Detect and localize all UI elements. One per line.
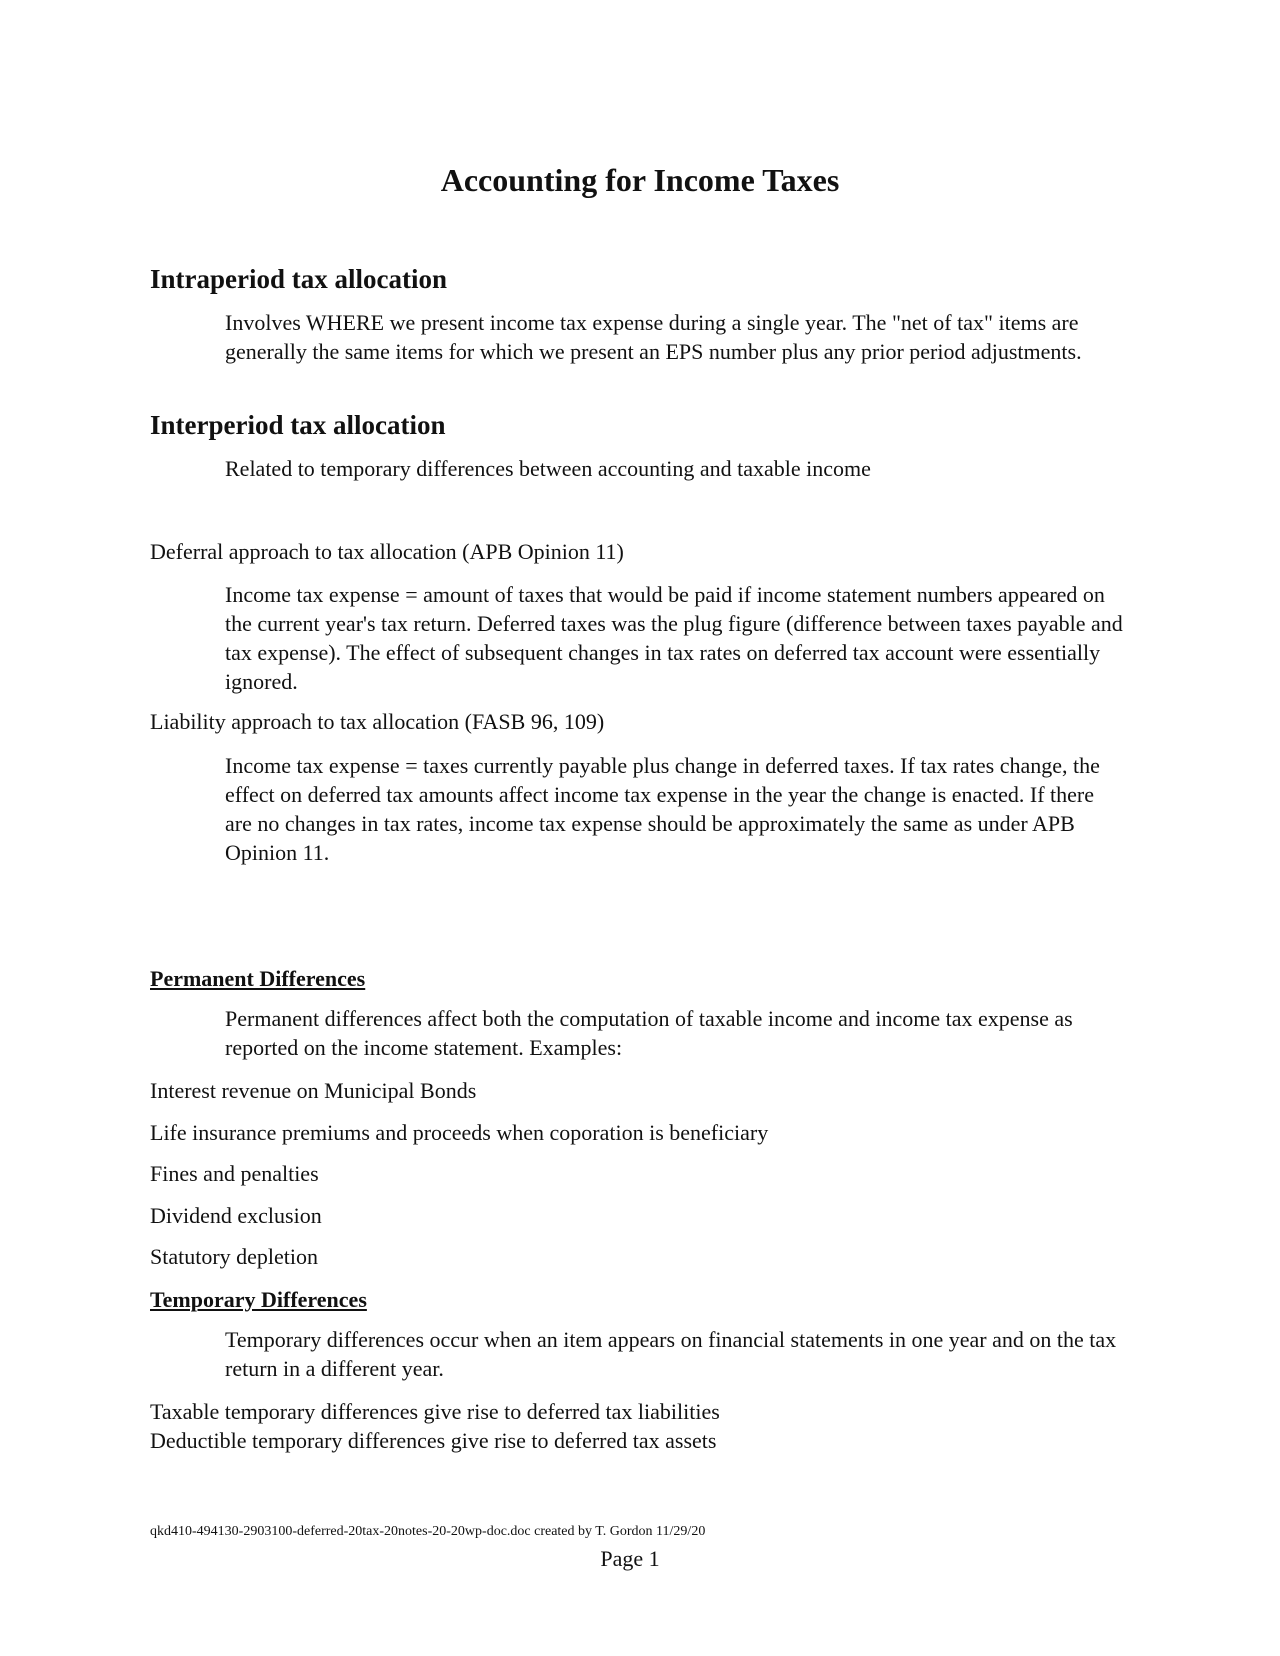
permanent-heading: Permanent Differences — [150, 966, 366, 991]
permanent-example: Statutory depletion — [150, 1244, 319, 1269]
permanent-example: Dividend exclusion — [150, 1203, 322, 1228]
temporary-heading: Temporary Differences — [150, 1287, 367, 1312]
page-number: Page 1 — [600, 1546, 660, 1571]
temporary-line-liabilities: Taxable temporary differences give rise to deferred tax liabilities — [150, 1399, 720, 1424]
deferral-text: Income tax expense = amount of taxes that would be paid if income statement numbers appeared on the current year's tax return. Deferred taxes was the plug figure (difference between taxes payable and tax expense). The effect of subsequent changes in tax rates on deferred tax account were essentially ignored. — [225, 582, 1123, 694]
intraperiod-heading: Intraperiod tax allocation — [150, 264, 447, 294]
liability-heading: Liability approach to tax allocation (FASB 96, 109) — [150, 709, 605, 734]
permanent-example: Interest revenue on Municipal Bonds — [150, 1078, 477, 1103]
permanent-example: Fines and penalties — [150, 1161, 319, 1186]
intraperiod-text: Involves WHERE we present income tax expense during a single year. The "net of tax" items are generally the same items for which we present an EPS number plus any prior period adjustments. — [225, 310, 1082, 364]
temporary-line-assets: Deductible temporary differences give rise to deferred tax assets — [150, 1428, 717, 1453]
temporary-text: Temporary differences occur when an item appears on financial statements in one year and on the tax return in a different year. — [225, 1327, 1117, 1381]
interperiod-heading: Interperiod tax allocation — [150, 410, 446, 440]
document-title: Accounting for Income Taxes — [440, 162, 840, 198]
footer-note: qkd410-494130-2903100-deferred-20tax-20notes-20-20wp-doc.doc created by T. Gordon 11/29/20 — [150, 1524, 706, 1539]
permanent-example: Life insurance premiums and proceeds when coporation is beneficiary — [150, 1120, 769, 1145]
permanent-text: Permanent differences affect both the computation of taxable income and income tax expense as reported on the income statement. Examples: — [225, 1006, 1073, 1060]
interperiod-text: Related to temporary differences between accounting and taxable income — [225, 456, 871, 481]
liability-text: Income tax expense = taxes currently payable plus change in deferred taxes. If tax rates change, the effect on deferred tax amounts affect income tax expense in the year the change is enacted. If there are no changes in tax rates, income tax expense should be approximately the same as under APB Opinion 11. — [225, 753, 1100, 865]
deferral-heading: Deferral approach to tax allocation (APB Opinion 11) — [150, 539, 624, 564]
